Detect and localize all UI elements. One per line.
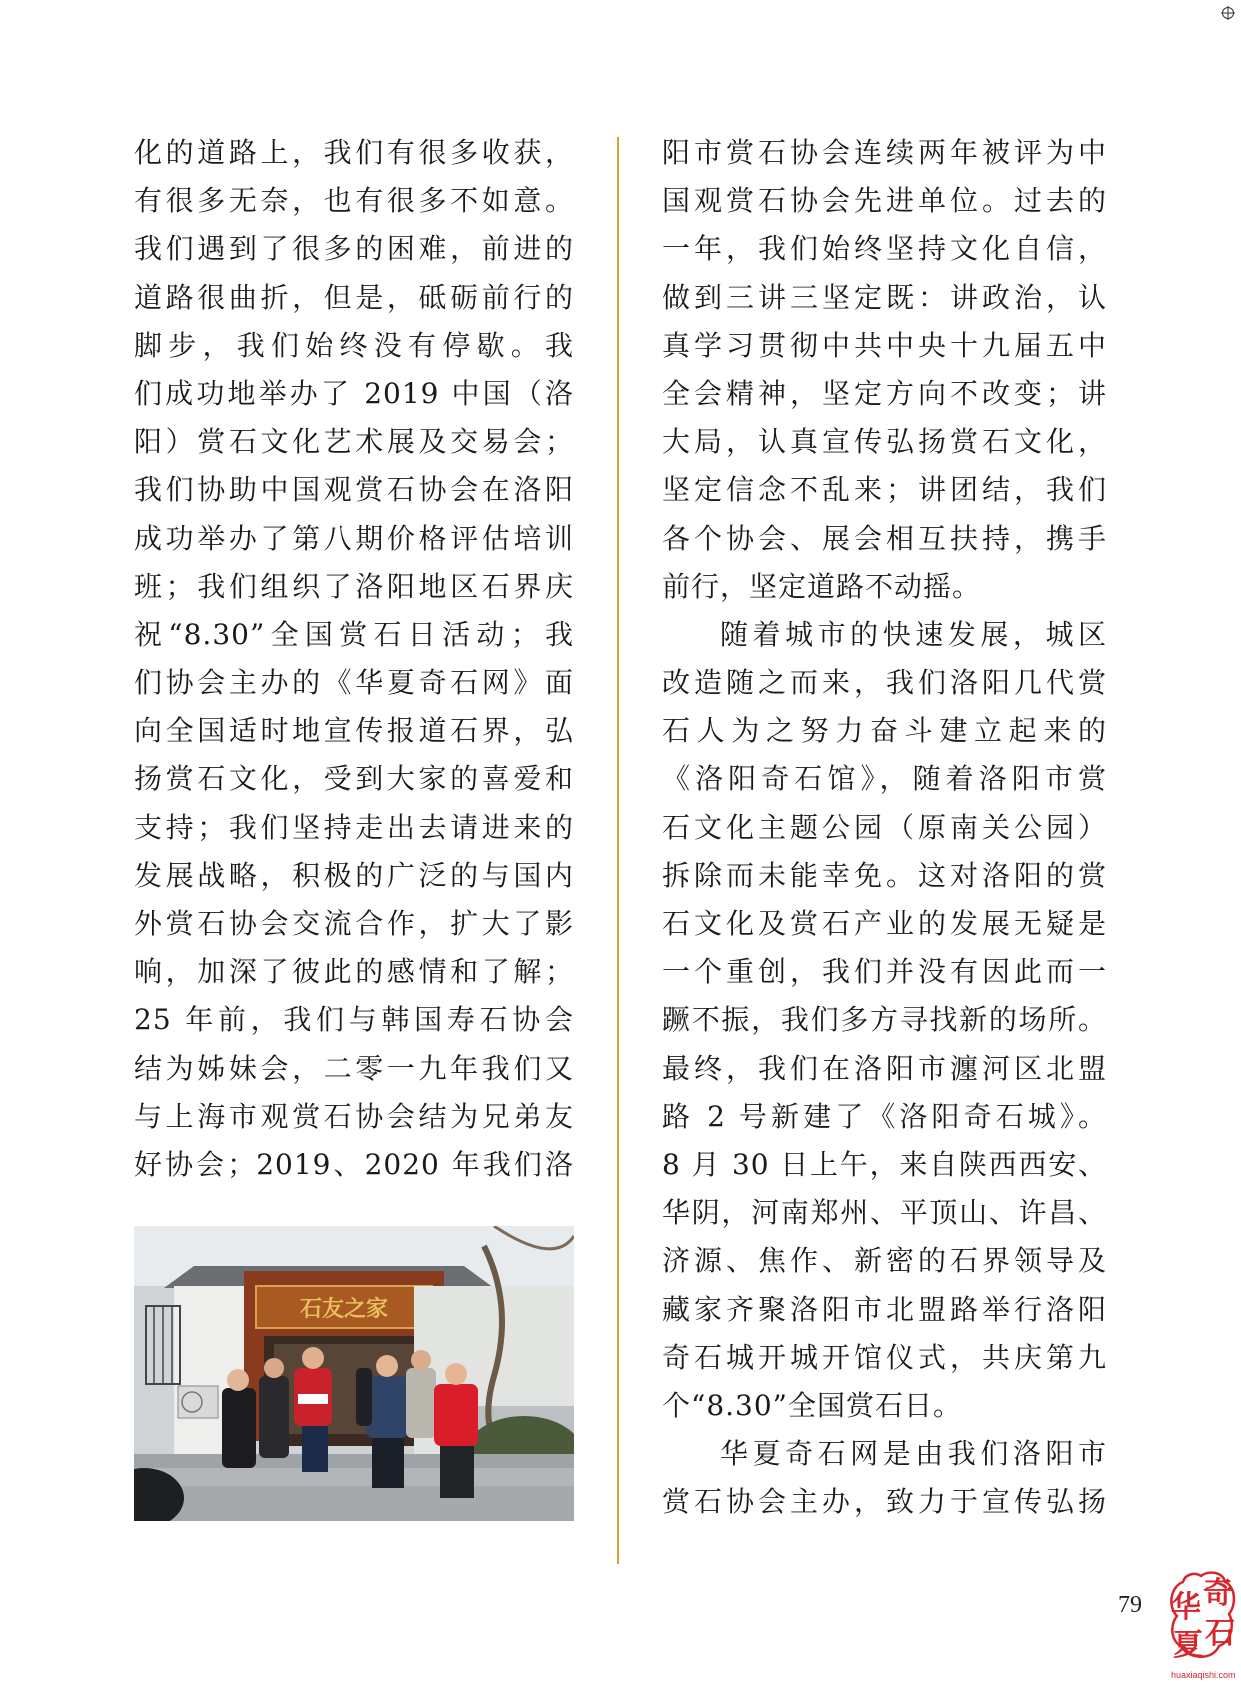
page-number: 79: [1118, 1592, 1142, 1618]
site-logo: [1165, 1564, 1241, 1684]
text-line: 前行，坚定道路不动摇。: [662, 569, 982, 603]
text-line: 化的道路上，我们有很多收获，: [134, 136, 574, 169]
text-line: 华阴，河南郑州、平顶山、许昌、: [662, 1196, 1107, 1230]
text-line: 扬赏石文化，受到大家的喜爱和: [134, 762, 574, 796]
text-line: 成功举办了第八期价格评估培训: [134, 521, 574, 555]
text-line: 与上海市观赏石协会结为兄弟友: [134, 1099, 574, 1133]
text-line: 们协会主办的《华夏奇石网》面: [134, 666, 574, 700]
text-line: 我们遇到了很多的困难，前进的: [134, 232, 574, 266]
text-line: 道路很曲折，但是，砥砺前行的: [134, 280, 574, 314]
text-line: 藏家齐聚洛阳市北盟路举行洛阳: [662, 1292, 1107, 1326]
text-line: 个“8.30”全国赏石日。: [662, 1388, 962, 1422]
text-line: 阳市赏石协会连续两年被评为中: [662, 136, 1107, 169]
text-line: 最终，我们在洛阳市瀍河区北盟: [662, 1051, 1107, 1085]
text-line: 坚定信念不乱来；讲团结，我们: [662, 473, 1107, 507]
text-line: 拆除而未能幸免。这对洛阳的赏: [662, 858, 1107, 892]
logo-char-xia: 夏: [1173, 1628, 1203, 1663]
text-line: 《洛阳奇石馆》，随着洛阳市赏: [662, 762, 1107, 796]
text-line: 外赏石协会交流合作，扩大了影: [134, 907, 574, 940]
text-line: 做到三讲三坚定既：讲政治，认: [662, 280, 1107, 314]
group-photo: [134, 1226, 574, 1521]
text-line: 有很多无奈，也有很多不如意。: [134, 184, 574, 218]
text-line: 好协会；2019、2020 年我们洛: [134, 1147, 574, 1181]
text-line: 全会精神，坚定方向不改变；讲: [662, 376, 1107, 410]
logo-char-hua: 华: [1171, 1590, 1201, 1625]
text-line: 发展战略，积极的广泛的与国内: [134, 858, 574, 892]
text-line: 25 年前，我们与韩国寿石协会: [134, 1003, 574, 1037]
text-line: 支持；我们坚持走出去请进来的: [134, 810, 574, 844]
text-line: 一个重创，我们并没有因此而一: [662, 955, 1107, 989]
text-line: 班；我们组织了洛阳地区石界庆: [134, 569, 574, 603]
text-line: 祝“8.30”全国赏石日活动；我: [134, 617, 574, 651]
text-line: 8 月 30 日上午，来自陕西西安、: [662, 1147, 1107, 1181]
text-line: 济源、焦作、新密的石界领导及: [662, 1244, 1107, 1278]
column-divider: [617, 137, 619, 1564]
left-text-column: [134, 129, 574, 1189]
text-line: 蹶不振，我们多方寻找新的场所。: [662, 1003, 1107, 1037]
paragraph-start-line: 华夏奇石网是由我们洛阳市: [720, 1437, 1107, 1471]
text-line: 路 2 号新建了《洛阳奇石城》。: [662, 1099, 1107, 1133]
text-line: 石文化及赏石产业的发展无疑是: [662, 907, 1107, 940]
text-line: 响，加深了彼此的感情和了解；: [134, 955, 574, 989]
text-line: 大局，认真宣传弘扬赏石文化，: [662, 425, 1107, 459]
right-text-column: [662, 129, 1107, 1526]
text-line: 各个协会、展会相互扶持，携手: [662, 521, 1107, 555]
text-line: 脚步，我们始终没有停歇。我: [134, 328, 574, 362]
text-line: 国观赏石协会先进单位。过去的: [662, 184, 1107, 218]
text-line: 赏石协会主办，致力于宣传弘扬: [662, 1485, 1107, 1519]
text-line: 们成功地举办了 2019 中国（洛: [134, 376, 574, 410]
logo-url: huaxiaqishi.com: [1171, 1670, 1236, 1680]
paragraph-start-line: 随着城市的快速发展，城区: [720, 617, 1107, 651]
text-line: 真学习贯彻中共中央十九届五中: [662, 328, 1107, 362]
text-line: 改造随之而来，我们洛阳几代赏: [662, 666, 1107, 700]
text-line: 结为姊妹会，二零一九年我们又: [134, 1051, 574, 1085]
text-line: 石人为之努力奋斗建立起来的: [662, 714, 1107, 748]
logo-char-qi: 奇: [1203, 1576, 1233, 1611]
logo-char-shi: 石: [1205, 1616, 1235, 1651]
text-line: 奇石城开城开馆仪式，共庆第九: [662, 1340, 1107, 1374]
photo-sign-text: 石友之家: [299, 1296, 389, 1322]
text-line: 阳）赏石文化艺术展及交易会；: [134, 425, 574, 459]
group-photo-illustration: [134, 1226, 574, 1521]
crop-mark-icon: [1221, 6, 1235, 20]
text-line: 我们协助中国观赏石协会在洛阳: [134, 473, 574, 507]
text-line: 一年，我们始终坚持文化自信，: [662, 232, 1107, 266]
text-line: 石文化主题公园（原南关公园）: [662, 810, 1107, 844]
text-line: 向全国适时地宣传报道石界，弘: [134, 714, 574, 748]
